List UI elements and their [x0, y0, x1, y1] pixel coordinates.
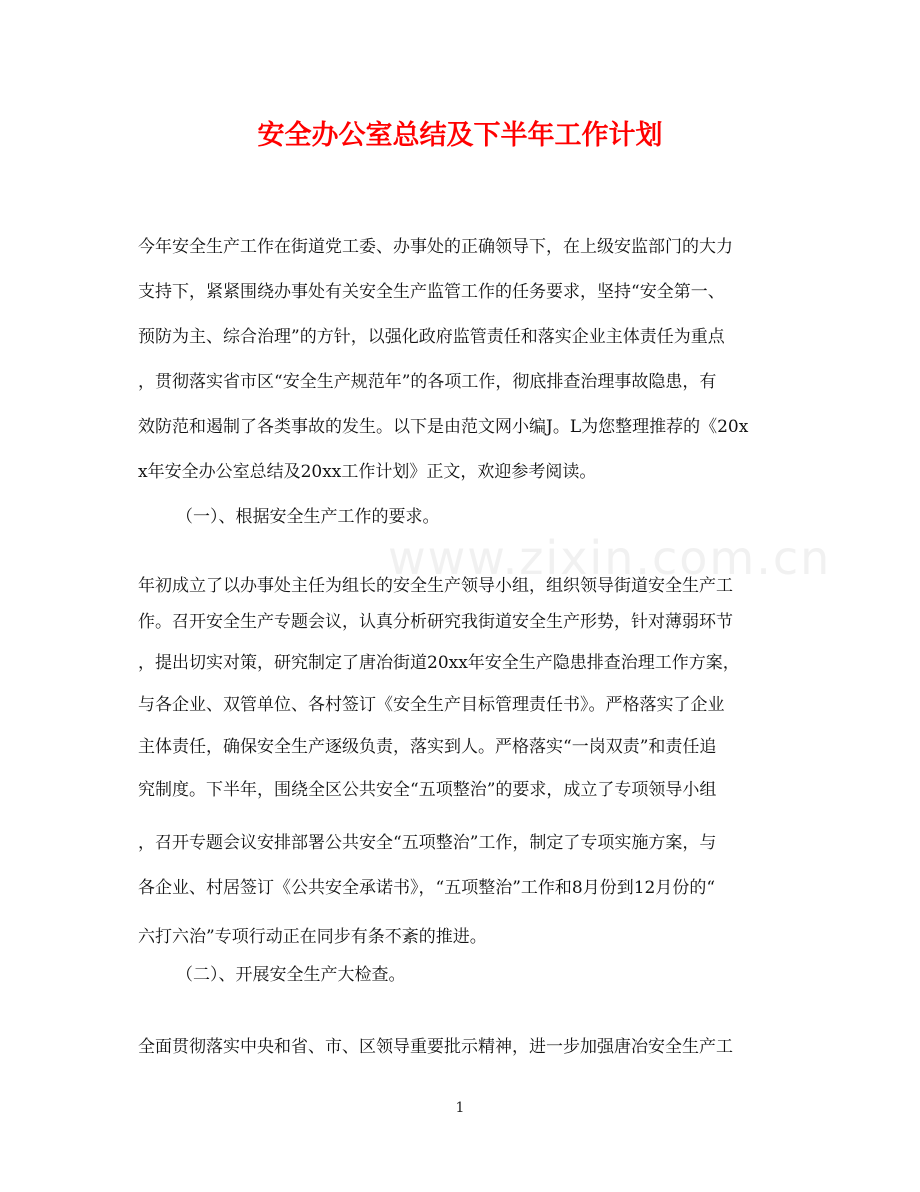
paragraph-line: ，提出切实对策，研究制定了唐冶街道20xx年安全生产隐患排查治理工作方案，	[138, 653, 740, 673]
paragraph-line: ，召开专题会议安排部署公共安全“五项整治”工作，制定了专项实施方案，与	[138, 833, 717, 853]
paragraph-line: 今年安全生产工作在街道党工委、办事处的正确领导下，在上级安监部门的大力	[138, 237, 733, 257]
paragraph-line: 全面贯彻落实中央和省、市、区领导重要批示精神，进一步加强唐冶安全生产工	[138, 1037, 733, 1057]
paragraph-line: 六打六治”专项行动正在同步有条不紊的推进。	[138, 927, 487, 947]
paragraph-line: 主体责任，确保安全生产逐级负责，落实到人。严格落实“一岗双责”和责任追	[138, 737, 717, 757]
paragraph-line: 作。召开安全生产专题会议，认真分析研究我街道安全生产形势，针对薄弱环节	[138, 612, 733, 632]
paragraph-line: 效防范和遏制了各类事故的发生。以下是由范文网小编J。L为您整理推荐的《20x	[138, 417, 749, 437]
watermark: www.zixin.com.cn	[388, 531, 832, 585]
section-heading: （一）、根据安全生产工作的要求。	[176, 507, 440, 527]
paragraph-line: 支持下，紧紧围绕办事处有关安全生产监管工作的任务要求，坚持“安全第一、	[138, 282, 725, 302]
document-title: 安全办公室总结及下半年工作计划	[257, 120, 663, 151]
page-number: 1	[455, 1100, 465, 1116]
paragraph-line: 年初成立了以办事处主任为组长的安全生产领导小组，组织领导街道安全生产工	[138, 576, 733, 596]
section-heading: （二）、开展安全生产大检查。	[176, 965, 406, 985]
paragraph-line: ，贯彻落实省市区“安全生产规范年”的各项工作，彻底排查治理事故隐患，有	[138, 372, 717, 392]
paragraph-line: x年安全办公室总结及20xx工作计划》正文，欢迎参考阅读。	[138, 462, 597, 482]
paragraph-line: 预防为主、综合治理”的方针，以强化政府监管责任和落实企业主体责任为重点	[138, 327, 725, 347]
paragraph-line: 究制度。下半年，围绕全区公共安全“五项整治”的要求，成立了专项领导小组	[138, 780, 717, 800]
paragraph-line: 与各企业、双管单位、各村签订《安全生产目标管理责任书》。严格落实了企业	[138, 695, 725, 715]
paragraph-line: 各企业、村居签订《公共安全承诺书》，“五项整治”工作和8月份到12月份的“	[138, 878, 716, 898]
